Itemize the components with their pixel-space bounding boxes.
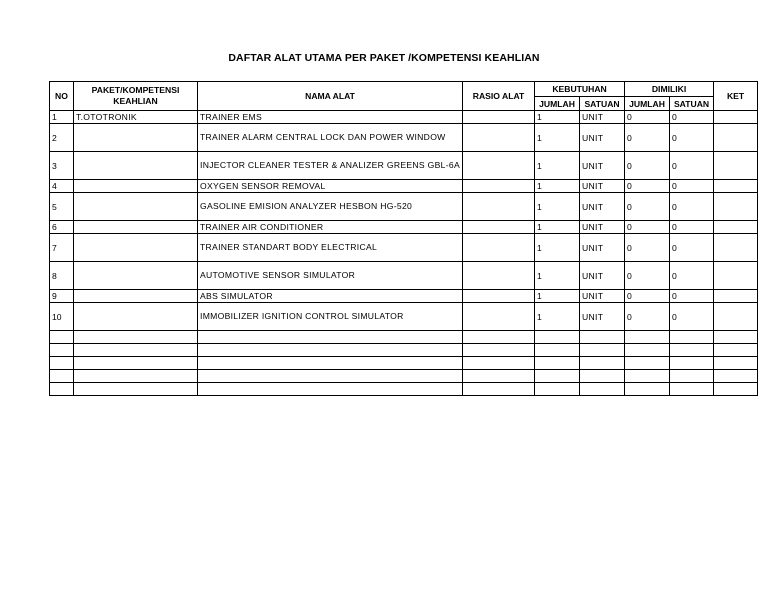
cell-paket xyxy=(74,262,198,290)
header-dimiliki: DIMILIKI xyxy=(625,82,714,97)
cell-paket xyxy=(74,193,198,221)
cell-dim-satuan: 0 xyxy=(670,111,714,124)
cell-dim-jumlah: 0 xyxy=(625,290,670,303)
cell-nama-alat: TRAINER ALARM CENTRAL LOCK DAN POWER WINDOW xyxy=(198,124,463,152)
cell-dim-satuan: 0 xyxy=(670,180,714,193)
cell-paket xyxy=(74,234,198,262)
empty-row xyxy=(50,383,758,396)
table-row xyxy=(50,180,758,193)
cell-ket xyxy=(714,111,758,124)
cell-ket xyxy=(714,290,758,303)
cell-dim-jumlah: 0 xyxy=(625,152,670,180)
cell-rasio xyxy=(463,111,535,124)
cell-nama-alat: AUTOMOTIVE SENSOR SIMULATOR xyxy=(198,262,463,290)
cell-no: 5 xyxy=(50,193,74,221)
table-row xyxy=(50,152,758,180)
cell-keb-satuan: UNIT xyxy=(580,124,625,152)
cell-dim-satuan: 0 xyxy=(670,303,714,331)
cell-ket xyxy=(714,180,758,193)
cell-nama-alat: TRAINER EMS xyxy=(198,111,463,124)
cell-rasio xyxy=(463,193,535,221)
cell-no: 6 xyxy=(50,221,74,234)
cell-nama-alat: TRAINER STANDART BODY ELECTRICAL xyxy=(198,234,463,262)
empty-row xyxy=(50,331,758,344)
header-dimiliki-jumlah: JUMLAH xyxy=(625,97,670,111)
cell-dim-jumlah: 0 xyxy=(625,303,670,331)
header-no: NO xyxy=(50,82,74,111)
table-row xyxy=(50,234,758,262)
cell-paket: T.OTOTRONIK xyxy=(74,111,198,124)
page-title: DAFTAR ALAT UTAMA PER PAKET /KOMPETENSI KEAHLIAN xyxy=(228,52,540,64)
header-rasio-alat: RASIO ALAT xyxy=(463,82,535,111)
cell-nama-alat: INJECTOR CLEANER TESTER & ANALIZER GREENS GBL-6A xyxy=(198,152,463,180)
cell-rasio xyxy=(463,180,535,193)
cell-dim-jumlah: 0 xyxy=(625,262,670,290)
cell-keb-jumlah: 1 xyxy=(535,152,580,180)
header-kebutuhan: KEBUTUHAN xyxy=(535,82,625,97)
cell-keb-jumlah: 1 xyxy=(535,124,580,152)
cell-rasio xyxy=(463,124,535,152)
cell-rasio xyxy=(463,234,535,262)
cell-keb-satuan: UNIT xyxy=(580,152,625,180)
cell-no: 4 xyxy=(50,180,74,193)
cell-rasio xyxy=(463,290,535,303)
cell-paket xyxy=(74,124,198,152)
header-paket: PAKET/KOMPETENSI KEAHLIAN xyxy=(74,82,198,111)
cell-no: 2 xyxy=(50,124,74,152)
cell-dim-jumlah: 0 xyxy=(625,234,670,262)
cell-keb-jumlah: 1 xyxy=(535,193,580,221)
cell-keb-jumlah: 1 xyxy=(535,234,580,262)
cell-ket xyxy=(714,234,758,262)
cell-keb-satuan: UNIT xyxy=(580,193,625,221)
empty-row xyxy=(50,357,758,370)
cell-rasio xyxy=(463,303,535,331)
cell-nama-alat: ABS SIMULATOR xyxy=(198,290,463,303)
cell-dim-jumlah: 0 xyxy=(625,193,670,221)
cell-dim-satuan: 0 xyxy=(670,193,714,221)
cell-paket xyxy=(74,180,198,193)
table-row xyxy=(50,303,758,331)
cell-paket xyxy=(74,290,198,303)
table-row xyxy=(50,262,758,290)
cell-dim-satuan: 0 xyxy=(670,234,714,262)
cell-keb-satuan: UNIT xyxy=(580,262,625,290)
cell-keb-jumlah: 1 xyxy=(535,111,580,124)
cell-nama-alat: TRAINER AIR CONDITIONER xyxy=(198,221,463,234)
cell-no: 7 xyxy=(50,234,74,262)
cell-keb-jumlah: 1 xyxy=(535,262,580,290)
cell-nama-alat: GASOLINE EMISION ANALYZER HESBON HG-520 xyxy=(198,193,463,221)
cell-dim-satuan: 0 xyxy=(670,124,714,152)
cell-dim-satuan: 0 xyxy=(670,262,714,290)
header-kebutuhan-satuan: SATUAN xyxy=(580,97,625,111)
cell-ket xyxy=(714,152,758,180)
cell-keb-satuan: UNIT xyxy=(580,180,625,193)
cell-keb-satuan: UNIT xyxy=(580,234,625,262)
header-row-top xyxy=(50,82,758,97)
cell-dim-satuan: 0 xyxy=(670,221,714,234)
cell-paket xyxy=(74,152,198,180)
cell-keb-jumlah: 1 xyxy=(535,303,580,331)
table-row xyxy=(50,193,758,221)
empty-row xyxy=(50,344,758,357)
header-kebutuhan-jumlah: JUMLAH xyxy=(535,97,580,111)
cell-rasio xyxy=(463,152,535,180)
table-row xyxy=(50,111,758,124)
cell-keb-jumlah: 1 xyxy=(535,290,580,303)
cell-keb-satuan: UNIT xyxy=(580,303,625,331)
header-dimiliki-satuan: SATUAN xyxy=(670,97,714,111)
cell-no: 8 xyxy=(50,262,74,290)
cell-nama-alat: IMMOBILIZER IGNITION CONTROL SIMULATOR xyxy=(198,303,463,331)
cell-dim-jumlah: 0 xyxy=(625,221,670,234)
header-ket: KET xyxy=(714,82,758,111)
cell-ket xyxy=(714,262,758,290)
equipment-table xyxy=(49,81,758,396)
table-row xyxy=(50,124,758,152)
cell-nama-alat: OXYGEN SENSOR REMOVAL xyxy=(198,180,463,193)
cell-keb-jumlah: 1 xyxy=(535,180,580,193)
cell-dim-satuan: 0 xyxy=(670,152,714,180)
cell-dim-satuan: 0 xyxy=(670,290,714,303)
cell-paket xyxy=(74,221,198,234)
cell-dim-jumlah: 0 xyxy=(625,111,670,124)
cell-dim-jumlah: 0 xyxy=(625,124,670,152)
cell-no: 3 xyxy=(50,152,74,180)
cell-no: 1 xyxy=(50,111,74,124)
cell-keb-jumlah: 1 xyxy=(535,221,580,234)
cell-no: 9 xyxy=(50,290,74,303)
cell-ket xyxy=(714,124,758,152)
cell-ket xyxy=(714,303,758,331)
cell-ket xyxy=(714,221,758,234)
cell-keb-satuan: UNIT xyxy=(580,221,625,234)
cell-keb-satuan: UNIT xyxy=(580,111,625,124)
cell-paket xyxy=(74,303,198,331)
cell-dim-jumlah: 0 xyxy=(625,180,670,193)
table-row xyxy=(50,221,758,234)
cell-rasio xyxy=(463,262,535,290)
table-row xyxy=(50,290,758,303)
cell-no: 10 xyxy=(50,303,74,331)
cell-rasio xyxy=(463,221,535,234)
header-nama-alat: NAMA ALAT xyxy=(198,82,463,111)
cell-ket xyxy=(714,193,758,221)
empty-row xyxy=(50,370,758,383)
cell-keb-satuan: UNIT xyxy=(580,290,625,303)
